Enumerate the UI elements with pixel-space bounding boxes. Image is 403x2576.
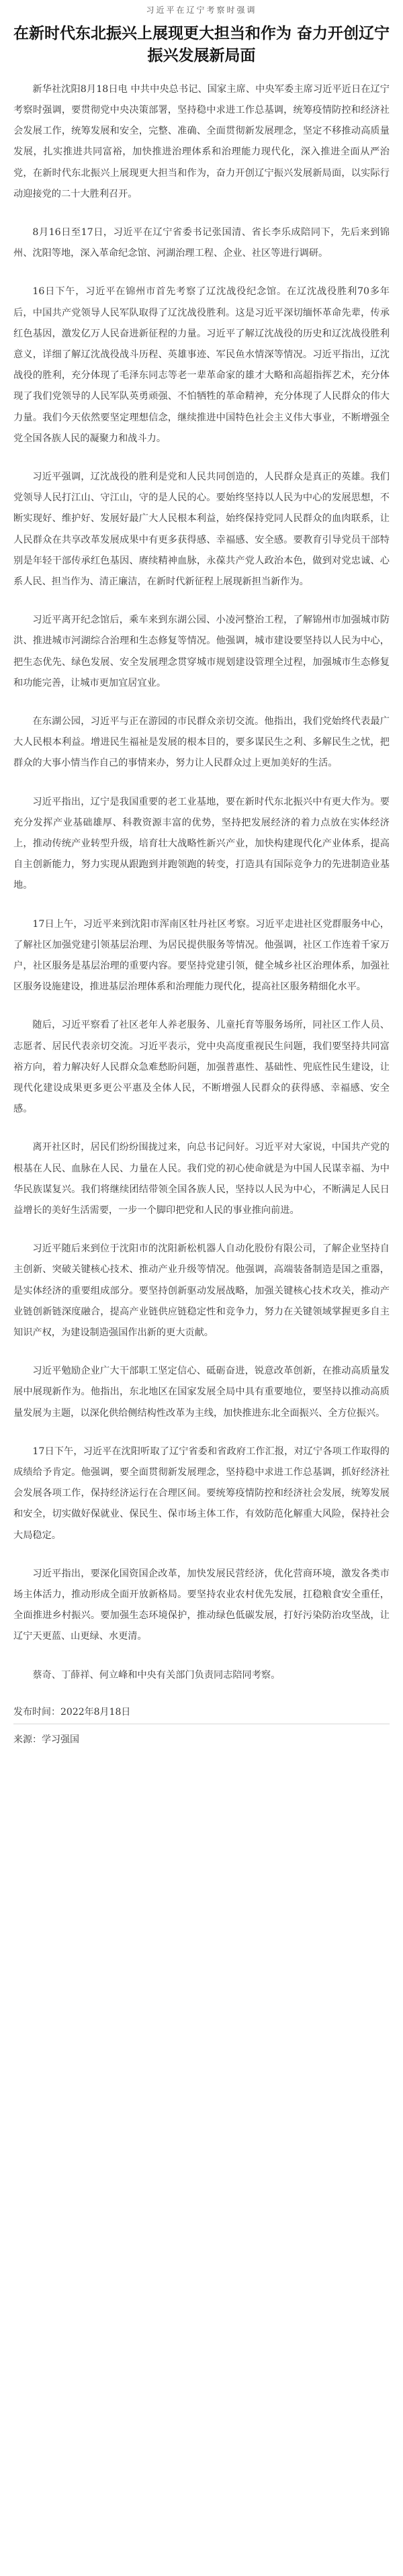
- article-paragraph: 16日下午，习近平在锦州市首先考察了辽沈战役纪念馆。在辽沈战役胜利70多年后，中国共产党领导人民军队取得了辽沈战役胜利。这是习近平深切缅怀革命先辈，传承红色基因，激发亿万人民奋进新征程的力量。习近平了解辽沈战役的历史和辽沈战役胜利意义，详细了解辽沈战役战斗历程、英雄事迹、军民鱼水情深等情况。习近平指出，辽沈战役的胜利，充分体现了毛泽东同志等老一辈革命家的雄才大略和高超指挥艺术，充分体现了我们党领导的人民军队英勇顽强、不怕牺牲的革命精神，充分体现了人民群众的伟大力量。我们今天依然要坚定理想信念，继续推进中国特色社会主义伟大事业，不断增强全党全国各族人民的凝聚力和战斗力。: [13, 286, 390, 444]
- article-paragraph: 17日上午，习近平来到沈阳市浑南区牡丹社区考察。习近平走进社区党群服务中心，了解社区加强党建引领基层治理、为居民提供服务等情况。他强调，社区工作连着千家万户，社区服务是基层治理的重要内容。要坚持党建引领，健全城乡社区治理体系，加强社区服务设施建设，推进基层治理体系和治理能力现代化，提高社区服务精细化水平。: [13, 918, 390, 993]
- article-paragraph: 习近平随后来到位于沈阳市的沈阳新松机器人自动化股份有限公司，了解企业坚持自主创新、突破关键核心技术、推动产业升级等情况。他强调，高端装备制造是国之重器，是实体经济的重要组成部分。要坚持创新驱动发展战略，加强关键核心技术攻关，推动产业链创新链深度融合，提高产业链供应链稳定性和竞争力，努力在关键领域掌握更多自主知识产权，为建设制造强国作出新的更大贡献。: [13, 1243, 390, 1339]
- publish-date: 发布时间：2022年8月18日: [13, 1706, 131, 1718]
- article-paragraph: 在东湖公园，习近平与正在游园的市民群众亲切交流。他指出，我们党始终代表最广大人民根本利益。增进民生福祉是发展的根本目的，要多谋民生之利、多解民生之忧，把群众的大事小情当作自己的事情来办，努力让人民群众过上更加美好的生活。: [13, 715, 390, 769]
- article-source: 来源：学习强国: [13, 1734, 79, 1745]
- article-paragraph: 8月16日至17日，习近平在辽宁省委书记张国清、省长李乐成陪同下，先后来到锦州、沈阳等地，深入革命纪念馆、河湖治理工程、企业、社区等进行调研。: [13, 226, 390, 259]
- article-paragraph: 习近平勉励企业广大干部职工坚定信心、砥砺奋进，锐意改革创新，在推动高质量发展中展现新作为。他指出，东北地区在国家发展全局中具有重要地位，要坚持以推动高质量发展为主题，以深化供给侧结构性改革为主线，加快推进东北全面振兴、全方位振兴。: [13, 1366, 390, 1419]
- article-body: [13, 79, 390, 1686]
- article-paragraph: 习近平指出，要深化国资国企改革，加快发展民营经济，优化营商环境，激发各类市场主体活力，推动形成全面开放新格局。要坚持农业农村优先发展，扛稳粮食安全重任，全面推进乡村振兴。要加强生态环境保护，推动绿色低碳发展，打好污染防治攻坚战，让辽宁天更蓝、山更绿、水更清。: [13, 1568, 390, 1642]
- article-paragraph: 新华社沈阳8月18日电 中共中央总书记、国家主席、中央军委主席习近平近日在辽宁考察时强调，要贯彻党中央决策部署，坚持稳中求进工作总基调，统筹疫情防控和经济社会发展工作，统筹发展和安全，完整、准确、全面贯彻新发展理念，坚定不移推动高质量发展，扎实推进共同富裕，加快推进治理体系和治理能力现代化，深入推进全面从严治党，在新时代东北振兴上展现更大担当和作为，奋力开创辽宁振兴发展新局面，以实际行动迎接党的二十大胜利召开。: [13, 83, 390, 199]
- article-kicker: 习近平在辽宁考察时强调: [146, 5, 257, 15]
- article-paragraph: 习近平指出，辽宁是我国重要的老工业基地，要在新时代东北振兴中有更大作为。要充分发挥产业基础雄厚、科教资源丰富的优势，坚持把发展经济的着力点放在实体经济上，推动传统产业转型升级，培育壮大战略性新兴产业，加快构建现代化产业体系，提高自主创新能力，努力实现从跟跑到并跑领跑的转变，打造具有国际竞争力的先进制造业基地。: [13, 796, 390, 891]
- article-paragraph: 习近平离开纪念馆后，乘车来到东湖公园、小凌河整治工程，了解锦州市加强城市防洪、推进城市河湖综合治理和生态修复等情况。他强调，城市建设要坚持以人民为中心，把生态优先、绿色发展、安全发展理念贯穿城市规划建设管理全过程，加强城市生态修复和功能完善，让城市更加宜居宜业。: [13, 615, 390, 689]
- article-paragraph: 蔡奇、丁薛祥、何立峰和中央有关部门负责同志陪同考察。: [32, 1669, 281, 1681]
- article-paragraph: 17日下午，习近平在沈阳听取了辽宁省委和省政府工作汇报，对辽宁各项工作取得的成绩给予肯定。他强调，要全面贯彻新发展理念，坚持稳中求进工作总基调，抓好经济社会发展各项工作，保持经济运行在合理区间。要统筹疫情防控和经济社会发展，统筹发展和安全，切实做好保就业、保民生、保市场主体工作，有效防范化解重大风险，保持社会大局稳定。: [13, 1446, 390, 1541]
- article-headline: 在新时代东北振兴上展现更大担当和作为 奋力开创辽宁振兴发展新局面: [13, 24, 390, 65]
- article-paragraph: 离开社区时，居民们纷纷围拢过来，向总书记问好。习近平对大家说，中国共产党的根基在人民、血脉在人民、力量在人民。我们党的初心使命就是为中国人民谋幸福、为中华民族谋复兴。我们将继续团结带领全国各族人民，坚持以人民为中心，不断满足人民日益增长的美好生活需要，一步一个脚印把党和人民的事业推向前进。: [13, 1142, 390, 1216]
- article-paragraph: 习近平强调，辽沈战役的胜利是党和人民共同创造的，人民群众是真正的英雄。我们党领导人民打江山、守江山，守的是人民的心。要始终坚持以人民为中心的发展思想，不断实现好、维护好、发展好最广大人民根本利益，始终保持党同人民群众的血肉联系，让人民群众在共享改革发展成果中有更多获得感、幸福感、安全感。要教育引导党员干部特别是年轻干部传承红色基因、赓续精神血脉，永葆共产党人政治本色，做到对党忠诚、心系人民、担当作为、清正廉洁，在新时代新征程上展现新担当新作为。: [13, 471, 390, 587]
- article-paragraph: 随后，习近平察看了社区老年人养老服务、儿童托育等服务场所，同社区工作人员、志愿者、居民代表亲切交流。习近平表示，党中央高度重视民生问题，我们要坚持共同富裕方向，着力解决好人民群众急难愁盼问题，加强普惠性、基础性、兜底性民生建设，让现代化建设成果更多更公平惠及全体人民，不断增强人民群众的获得感、幸福感、安全感。: [13, 1020, 390, 1115]
